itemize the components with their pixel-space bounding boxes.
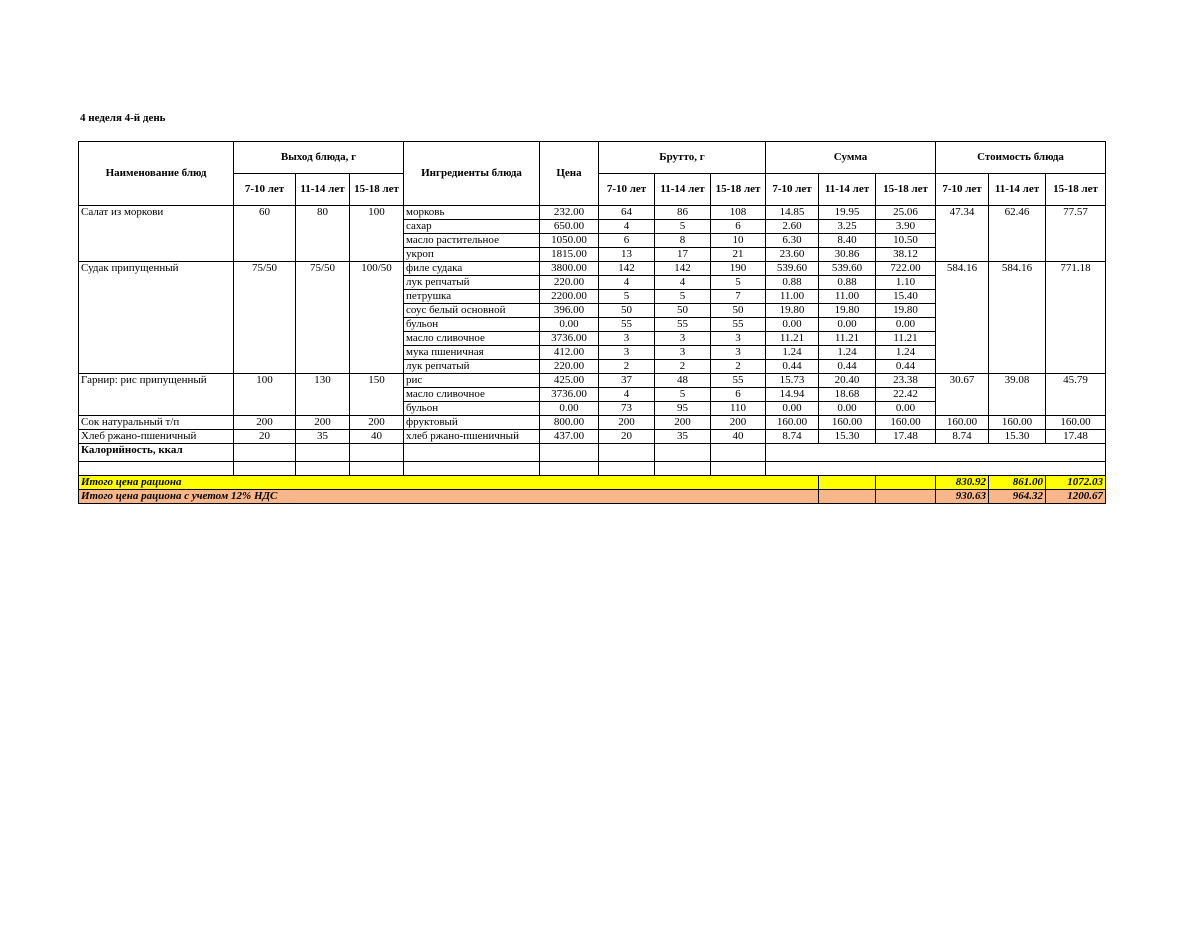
- ingredient-sum: 19.80: [819, 304, 876, 318]
- ingredient-brutto: 13: [599, 248, 655, 262]
- ingredient-price: 800.00: [540, 416, 599, 430]
- empty-cell: [404, 462, 540, 476]
- ingredient-price: 650.00: [540, 220, 599, 234]
- dish-output: 200: [296, 416, 350, 430]
- empty-cell: [404, 444, 540, 462]
- table-row: [79, 416, 1106, 430]
- dish-cost: 160.00: [989, 416, 1046, 430]
- dish-cost: 77.57: [1046, 206, 1106, 262]
- empty-cell: [296, 444, 350, 462]
- ingredient-sum: 0.00: [766, 402, 819, 416]
- ingredient-sum: 11.00: [819, 290, 876, 304]
- header-age: 11-14 лет: [655, 174, 711, 206]
- table-row: [79, 262, 1106, 276]
- ingredient-sum: 25.06: [876, 206, 936, 220]
- empty-cell: [599, 462, 655, 476]
- total-value: 861.00: [989, 476, 1046, 490]
- empty-cell: [540, 444, 599, 462]
- ingredient-brutto: 7: [711, 290, 766, 304]
- ingredient-brutto: 50: [655, 304, 711, 318]
- dish-name: Хлеб ржано-пшеничный: [79, 430, 234, 444]
- ingredient-name: лук репчатый: [404, 276, 540, 290]
- ingredient-brutto: 6: [711, 220, 766, 234]
- dish-output: 150: [350, 374, 404, 416]
- ingredient-sum: 23.38: [876, 374, 936, 388]
- ingredient-brutto: 200: [655, 416, 711, 430]
- ingredient-sum: 160.00: [819, 416, 876, 430]
- dish-output: 200: [234, 416, 296, 430]
- dish-name: Сок натуральный т/п: [79, 416, 234, 430]
- dish-cost: 62.46: [989, 206, 1046, 262]
- empty-cell: [766, 444, 1106, 462]
- empty-cell: [819, 476, 876, 490]
- dish-output: 100: [350, 206, 404, 262]
- ingredient-sum: 23.60: [766, 248, 819, 262]
- ingredient-name: бульон: [404, 318, 540, 332]
- calories-label: Калорийность, ккал: [79, 444, 234, 462]
- ingredient-sum: 0.44: [819, 360, 876, 374]
- header-brutto: Брутто, г: [599, 142, 766, 174]
- ingredient-sum: 0.00: [876, 402, 936, 416]
- ingredient-brutto: 40: [711, 430, 766, 444]
- ingredient-brutto: 48: [655, 374, 711, 388]
- ingredient-name: фруктовый: [404, 416, 540, 430]
- ingredient-brutto: 21: [711, 248, 766, 262]
- ingredient-brutto: 10: [711, 234, 766, 248]
- ingredient-sum: 1.10: [876, 276, 936, 290]
- ingredient-brutto: 64: [599, 206, 655, 220]
- ingredient-sum: 8.40: [819, 234, 876, 248]
- ingredient-brutto: 55: [711, 374, 766, 388]
- header-age: 11-14 лет: [989, 174, 1046, 206]
- ingredient-name: морковь: [404, 206, 540, 220]
- dish-cost: 47.34: [936, 206, 989, 262]
- ingredient-brutto: 95: [655, 402, 711, 416]
- empty-cell: [711, 444, 766, 462]
- empty-cell: [819, 490, 876, 504]
- empty-cell: [350, 444, 404, 462]
- ingredient-brutto: 8: [655, 234, 711, 248]
- ingredient-sum: 1.24: [876, 346, 936, 360]
- ingredient-brutto: 5: [655, 290, 711, 304]
- dish-output: 35: [296, 430, 350, 444]
- total-value: 1072.03: [1046, 476, 1106, 490]
- ingredient-brutto: 200: [711, 416, 766, 430]
- ingredient-price: 220.00: [540, 360, 599, 374]
- ingredient-name: лук репчатый: [404, 360, 540, 374]
- ingredient-name: рис: [404, 374, 540, 388]
- ingredient-name: бульон: [404, 402, 540, 416]
- ingredient-brutto: 55: [711, 318, 766, 332]
- empty-cell: [711, 462, 766, 476]
- ingredient-sum: 10.50: [876, 234, 936, 248]
- dish-cost: 45.79: [1046, 374, 1106, 416]
- ingredient-brutto: 37: [599, 374, 655, 388]
- ingredient-brutto: 86: [655, 206, 711, 220]
- totals-row: [79, 476, 1106, 490]
- dish-output: 80: [296, 206, 350, 262]
- ingredient-name: хлеб ржано-пшеничный: [404, 430, 540, 444]
- ingredient-name: сахар: [404, 220, 540, 234]
- ingredient-brutto: 2: [655, 360, 711, 374]
- dish-cost: 160.00: [936, 416, 989, 430]
- empty-cell: [766, 462, 1106, 476]
- ingredient-name: мука пшеничная: [404, 346, 540, 360]
- header-age: 15-18 лет: [350, 174, 404, 206]
- dish-name: Судак припущенный: [79, 262, 234, 374]
- ingredient-sum: 19.80: [766, 304, 819, 318]
- ingredient-sum: 22.42: [876, 388, 936, 402]
- ingredient-name: филе судака: [404, 262, 540, 276]
- ingredient-brutto: 17: [655, 248, 711, 262]
- header-sum: Сумма: [766, 142, 936, 174]
- ingredient-sum: 0.00: [876, 318, 936, 332]
- ingredient-name: укроп: [404, 248, 540, 262]
- ingredient-sum: 3.90: [876, 220, 936, 234]
- header-price: Цена: [540, 142, 599, 206]
- ingredient-sum: 1.24: [819, 346, 876, 360]
- ingredient-price: 1050.00: [540, 234, 599, 248]
- empty-cell: [876, 490, 936, 504]
- ingredient-sum: 3.25: [819, 220, 876, 234]
- ingredient-price: 437.00: [540, 430, 599, 444]
- totals-label: Итого цена рациона: [79, 476, 819, 490]
- ingredient-name: петрушка: [404, 290, 540, 304]
- ingredient-price: 232.00: [540, 206, 599, 220]
- ingredient-sum: 18.68: [819, 388, 876, 402]
- ingredient-brutto: 3: [711, 332, 766, 346]
- table-row: [79, 206, 1106, 220]
- header-age: 11-14 лет: [296, 174, 350, 206]
- ingredient-brutto: 110: [711, 402, 766, 416]
- ingredient-price: 3736.00: [540, 332, 599, 346]
- ingredient-sum: 14.85: [766, 206, 819, 220]
- dish-cost: 30.67: [936, 374, 989, 416]
- ingredient-price: 3800.00: [540, 262, 599, 276]
- ingredient-sum: 38.12: [876, 248, 936, 262]
- dish-cost: 160.00: [1046, 416, 1106, 430]
- ingredient-sum: 1.24: [766, 346, 819, 360]
- header-output: Выход блюда, г: [234, 142, 404, 174]
- ingredient-brutto: 55: [599, 318, 655, 332]
- ingredient-brutto: 35: [655, 430, 711, 444]
- table-row: [79, 430, 1106, 444]
- ingredient-brutto: 6: [711, 388, 766, 402]
- ingredient-sum: 11.21: [876, 332, 936, 346]
- ingredient-price: 2200.00: [540, 290, 599, 304]
- ingredient-sum: 15.30: [819, 430, 876, 444]
- header-age: 7-10 лет: [599, 174, 655, 206]
- ingredient-brutto: 20: [599, 430, 655, 444]
- ingredient-brutto: 142: [655, 262, 711, 276]
- empty-cell: [234, 444, 296, 462]
- ingredient-sum: 20.40: [819, 374, 876, 388]
- ingredient-sum: 15.73: [766, 374, 819, 388]
- ingredient-price: 0.00: [540, 318, 599, 332]
- dish-output: 75/50: [234, 262, 296, 374]
- totals-vat-row: [79, 490, 1106, 504]
- empty-cell: [234, 462, 296, 476]
- ingredient-brutto: 3: [655, 346, 711, 360]
- ingredient-price: 0.00: [540, 402, 599, 416]
- ingredient-sum: 0.44: [876, 360, 936, 374]
- ingredient-brutto: 73: [599, 402, 655, 416]
- ingredient-brutto: 3: [599, 332, 655, 346]
- ingredient-brutto: 4: [599, 388, 655, 402]
- dish-cost: 8.74: [936, 430, 989, 444]
- ingredient-price: 220.00: [540, 276, 599, 290]
- ingredient-brutto: 5: [599, 290, 655, 304]
- total-value: 830.92: [936, 476, 989, 490]
- ingredient-brutto: 55: [655, 318, 711, 332]
- ingredient-sum: 30.86: [819, 248, 876, 262]
- calories-row: [79, 444, 1106, 462]
- page-title: 4 неделя 4-й день: [80, 112, 166, 124]
- ingredient-brutto: 200: [599, 416, 655, 430]
- header-ingredients: Ингредиенты блюда: [404, 142, 540, 206]
- ingredient-sum: 0.00: [766, 318, 819, 332]
- ingredient-sum: 0.88: [819, 276, 876, 290]
- dish-output: 20: [234, 430, 296, 444]
- table-row: [79, 374, 1106, 388]
- ingredient-sum: 0.00: [819, 318, 876, 332]
- header-age: 15-18 лет: [876, 174, 936, 206]
- ingredient-sum: 8.74: [766, 430, 819, 444]
- dish-output: 200: [350, 416, 404, 430]
- ingredient-brutto: 2: [599, 360, 655, 374]
- header-age: 15-18 лет: [1046, 174, 1106, 206]
- ingredient-brutto: 142: [599, 262, 655, 276]
- header-age: 11-14 лет: [819, 174, 876, 206]
- ingredient-price: 412.00: [540, 346, 599, 360]
- dish-cost: 17.48: [1046, 430, 1106, 444]
- ingredient-sum: 0.00: [819, 402, 876, 416]
- ingredient-sum: 2.60: [766, 220, 819, 234]
- ingredient-sum: 17.48: [876, 430, 936, 444]
- ingredient-sum: 11.00: [766, 290, 819, 304]
- header-cost: Стоимость блюда: [936, 142, 1106, 174]
- ingredient-name: соус белый основной: [404, 304, 540, 318]
- header-age: 7-10 лет: [936, 174, 989, 206]
- dish-cost: 39.08: [989, 374, 1046, 416]
- ingredient-sum: 11.21: [819, 332, 876, 346]
- total-vat-value: 964.32: [989, 490, 1046, 504]
- header-age: 15-18 лет: [711, 174, 766, 206]
- empty-row: [79, 462, 1106, 476]
- ingredient-sum: 15.40: [876, 290, 936, 304]
- totals-vat-label: Итого цена рациона с учетом 12% НДС: [79, 490, 819, 504]
- dish-name: Салат из моркови: [79, 206, 234, 262]
- ingredient-brutto: 108: [711, 206, 766, 220]
- ingredient-sum: 14.94: [766, 388, 819, 402]
- empty-cell: [540, 462, 599, 476]
- ingredient-sum: 160.00: [876, 416, 936, 430]
- ingredient-brutto: 5: [655, 220, 711, 234]
- ingredient-brutto: 3: [655, 332, 711, 346]
- ingredient-brutto: 6: [599, 234, 655, 248]
- header-dish-name: Наименование блюд: [79, 142, 234, 206]
- empty-cell: [350, 462, 404, 476]
- dish-name: Гарнир: рис припущенный: [79, 374, 234, 416]
- total-vat-value: 1200.67: [1046, 490, 1106, 504]
- header-age: 7-10 лет: [234, 174, 296, 206]
- empty-cell: [655, 444, 711, 462]
- dish-cost: 771.18: [1046, 262, 1106, 374]
- ingredient-brutto: 4: [599, 276, 655, 290]
- ingredient-brutto: 4: [655, 276, 711, 290]
- ingredient-brutto: 5: [711, 276, 766, 290]
- ingredient-brutto: 5: [655, 388, 711, 402]
- empty-cell: [876, 476, 936, 490]
- ingredient-name: масло сливочное: [404, 332, 540, 346]
- ingredient-sum: 19.95: [819, 206, 876, 220]
- ingredient-name: масло растительное: [404, 234, 540, 248]
- dish-output: 130: [296, 374, 350, 416]
- ingredient-brutto: 190: [711, 262, 766, 276]
- dish-output: 100/50: [350, 262, 404, 374]
- ingredient-brutto: 2: [711, 360, 766, 374]
- ingredient-name: масло сливочное: [404, 388, 540, 402]
- empty-cell: [296, 462, 350, 476]
- ingredient-price: 1815.00: [540, 248, 599, 262]
- dish-cost: 584.16: [936, 262, 989, 374]
- menu-cost-table: [78, 141, 1106, 504]
- ingredient-price: 3736.00: [540, 388, 599, 402]
- ingredient-sum: 6.30: [766, 234, 819, 248]
- dish-cost: 15.30: [989, 430, 1046, 444]
- total-vat-value: 930.63: [936, 490, 989, 504]
- ingredient-sum: 11.21: [766, 332, 819, 346]
- ingredient-brutto: 50: [599, 304, 655, 318]
- dish-output: 60: [234, 206, 296, 262]
- ingredient-sum: 160.00: [766, 416, 819, 430]
- ingredient-brutto: 3: [711, 346, 766, 360]
- empty-cell: [655, 462, 711, 476]
- header-row-1: [79, 142, 1106, 174]
- header-age: 7-10 лет: [766, 174, 819, 206]
- dish-output: 40: [350, 430, 404, 444]
- ingredient-price: 396.00: [540, 304, 599, 318]
- ingredient-sum: 539.60: [766, 262, 819, 276]
- ingredient-sum: 0.44: [766, 360, 819, 374]
- empty-cell: [79, 462, 234, 476]
- ingredient-brutto: 3: [599, 346, 655, 360]
- ingredient-brutto: 50: [711, 304, 766, 318]
- ingredient-sum: 539.60: [819, 262, 876, 276]
- dish-output: 75/50: [296, 262, 350, 374]
- ingredient-price: 425.00: [540, 374, 599, 388]
- dish-cost: 584.16: [989, 262, 1046, 374]
- ingredient-sum: 0.88: [766, 276, 819, 290]
- ingredient-sum: 722.00: [876, 262, 936, 276]
- ingredient-brutto: 4: [599, 220, 655, 234]
- ingredient-sum: 19.80: [876, 304, 936, 318]
- empty-cell: [599, 444, 655, 462]
- dish-output: 100: [234, 374, 296, 416]
